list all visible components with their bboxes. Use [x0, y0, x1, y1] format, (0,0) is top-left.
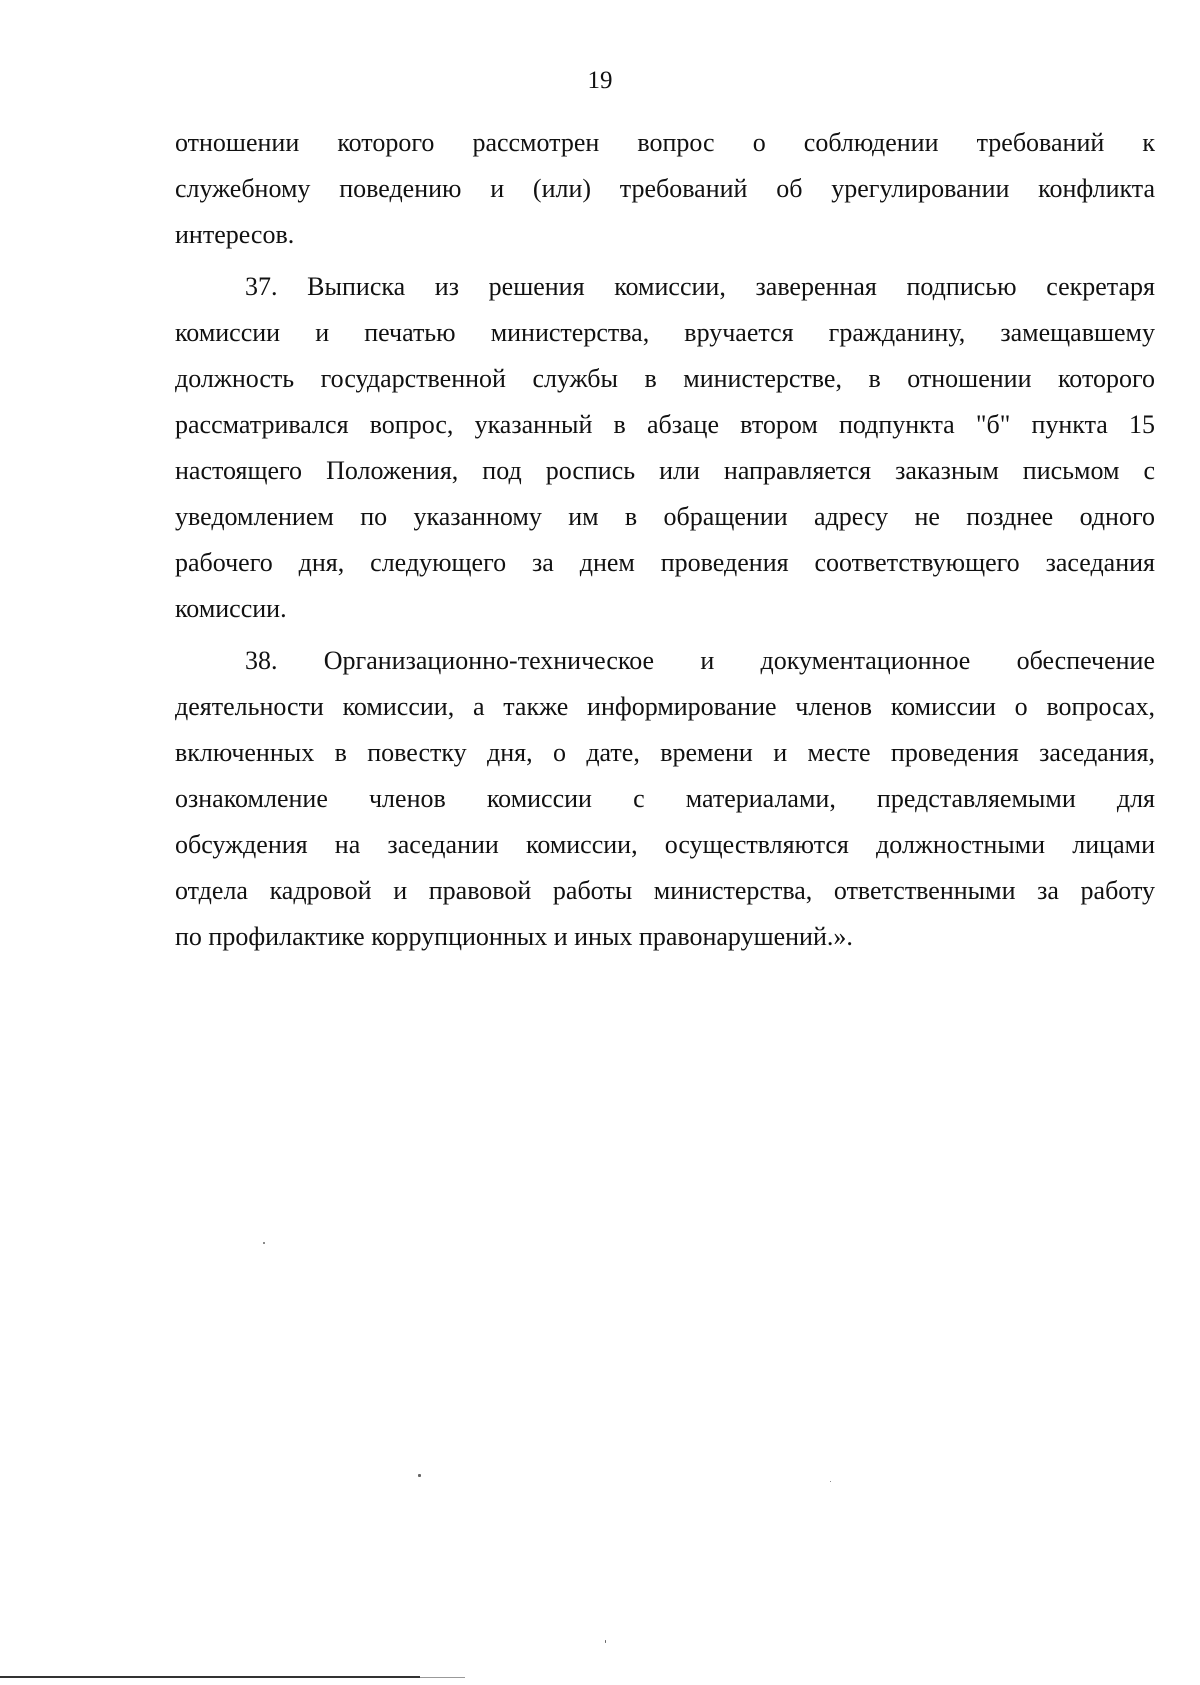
text-line: должность государственной службы в министерстве, в отношении которого	[175, 364, 1155, 393]
text-line: 37. Выписка из решения комиссии, заверенная подписью секретаря	[245, 272, 1155, 301]
text-line: рабочего дня, следующего за днем проведения соответствующего заседания	[175, 548, 1155, 577]
text-line: настоящего Положения, под роспись или направляется заказным письмом с	[175, 456, 1155, 485]
scan-speck	[605, 1640, 606, 1643]
text-line: ознакомление членов комиссии с материалами, представляемыми для	[175, 784, 1155, 813]
text-line: интересов.	[175, 220, 295, 249]
text-line: служебному поведению и (или) требований об урегулировании конфликта	[175, 174, 1155, 203]
text-line: отдела кадровой и правовой работы министерства, ответственными за работу	[175, 876, 1155, 905]
scan-edge-line-faint	[420, 1677, 465, 1678]
document-body	[175, 120, 1155, 960]
text-line: рассматривался вопрос, указанный в абзаце втором подпункта "б" пункта 15	[175, 410, 1155, 439]
text-line: деятельности комиссии, а также информирование членов комиссии о вопросах,	[175, 692, 1155, 721]
paragraph-38	[175, 638, 1155, 960]
paragraph-continuation	[175, 120, 1155, 258]
page-number: 19	[587, 67, 613, 94]
text-line: по профилактике коррупционных и иных правонарушений.».	[175, 922, 853, 951]
scan-speck	[418, 1474, 421, 1477]
scan-speck	[263, 1242, 265, 1244]
text-line: включенных в повестку дня, о дате, времени и месте проведения заседания,	[175, 738, 1155, 767]
text-line: 38. Организационно-техническое и документационное обеспечение	[245, 646, 1155, 675]
text-line: уведомлением по указанному им в обращении адресу не позднее одного	[175, 502, 1155, 531]
text-line: комиссии и печатью министерства, вручается гражданину, замещавшему	[175, 318, 1155, 347]
paragraph-37	[175, 264, 1155, 632]
text-line: обсуждения на заседании комиссии, осуществляются должностными лицами	[175, 830, 1155, 859]
text-line: отношении которого рассмотрен вопрос о соблюдении требований к	[175, 128, 1155, 157]
text-line: комиссии.	[175, 594, 287, 623]
scan-edge-line	[0, 1676, 420, 1678]
scan-speck	[830, 1481, 831, 1482]
